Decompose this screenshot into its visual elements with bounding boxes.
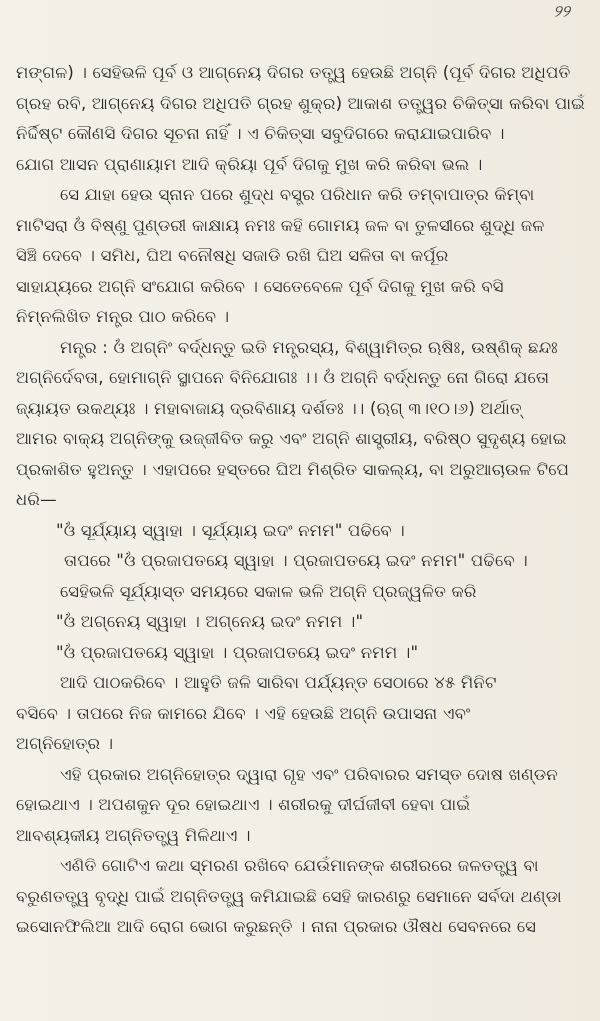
text-line: ଅଗ୍ନିର୍ଦେବତା, ହୋମାଗ୍ନି ସ୍ଥାପନେ ବିନିଯୋଗଃ ।। ଓଁ ଅଗ୍ନି ବର୍ଦ୍ଧନ୍ତୁ ନୋ ଗିରୋ ଯତୋ — [16, 368, 550, 387]
text-line: ଆଦି ପାଠକରିବେ । ଆହୁତି ଜଳି ସାରିବା ପର୍ଯ୍ୟନ୍ତ ସେଠାରେ ୪୫ ମିନିଟ — [60, 673, 497, 692]
text-line: ବରୁଣତତ୍ତ୍ୱ ବୃଦ୍ଧି ପାଇଁ ଅଗ୍ନିତତ୍ତ୍ୱ କମିଯାଇଛି ସେହି କାରଣରୁ ସେମାନେ ସର୍ବଦା ଥଣ୍ଡା — [16, 886, 562, 906]
text-line: ଧରି— — [16, 490, 57, 509]
text-line: ଅଗ୍ନିହୋତ୍ର । — [16, 734, 114, 753]
text-line: ସେହିଭଳି ସୂର୍ଯ୍ୟାସ୍ତ ସମୟରେ ସକାଳ ଭଳି ଅଗ୍ନି ପ୍ରଜ୍ୱଳିତ କରି — [60, 581, 477, 601]
text-line: ମଙ୍ଗଳ) । ସେହିଭଳି ପୂର୍ବ ଓ ଆଗ୍ନେୟ ଦିଗର ତତ୍ତ୍ୱ ହେଉଛି ଅଗ୍ନି (ପୂର୍ବ ଦିଗର ଅଧିପତି — [16, 63, 571, 82]
text-line: ବସିବେ । ତାପରେ ନିଜ କାମରେ ଯିବେ । ଏହି ହେଉଛି ଅଗ୍ନି ଉପାସନା ଏବଂ — [16, 703, 471, 723]
text-line: ଆବଶ୍ୟକୀୟ ଅଗ୍ନିତତ୍ତ୍ୱ ମିଳିଥାଏ । — [16, 825, 251, 845]
text-line: ପ୍ରକାଶିତ ହୁଅନ୍ତୁ । ଏହାପରେ ହସ୍ତରେ ଘିଅ ମିଶ୍ରିତ ସାକଲ୍ୟ, ବା ଅରୁଆଚାଉଳ ଟିପେ — [16, 459, 570, 479]
text-line: ତାପରେ "ଓଁ ପ୍ରଜାପତୟେ ସ୍ୱାହା । ପ୍ରଜାପତୟେ ଇଦଂ ନମମ" ପଢିବେ । — [64, 551, 528, 570]
text-line: ଏଣିତି ଗୋଟିଏ କଥା ସ୍ମରଣ ରଖିବେ ଯେଉଁମାନଙ୍କ ଶରୀରରେ ଜଳତତ୍ତ୍ୱ ବା — [60, 856, 539, 875]
text-line: ନିର୍ଦ୍ଦିଷ୍ଟ କୌଣସି ଦିଗର ସୂଚନା ନାହିଁ । ଏ ଚିକିତ୍ସା ସବୁଦିଗରେ କରାଯାଇପାରିବ । — [16, 124, 505, 143]
text-line: ମାଟିସରା ଓଁ ବିଷ୍ଣୁ ପୁଣ୍ଡରୀ କାକ୍ଷାୟ ନମଃ କହି ଗୋମୟ ଜଳ ବା ତୁଳସୀରେ ଶୁଦ୍ଧି ଜଳ — [16, 215, 545, 235]
text-line: ସେ ଯାହା ହେଉ ସ୍ନାନ ପରେ ଶୁଦ୍ଧ ବସ୍ତ୍ର ପରିଧାନ କରି ତମ୍ବାପାତ୍ର କିମ୍ବା — [60, 185, 535, 204]
text-line: ନିମ୍ନଲିଖିତ ମନ୍ତ୍ର ପାଠ କରିବେ । — [16, 307, 230, 326]
text-line: ଗ୍ରହ ରବି, ଆଗ୍ନେୟ ଦିଗର ଅଧିପତି ଗ୍ରହ ଶୁକ୍ର) ଆକାଶ ତତ୍ତ୍ୱର ଚିକିତ୍ସା କରିବା ପାଇଁ — [16, 93, 586, 113]
text-line: ଯୋଗ ଆସନ ପ୍ରାଣାୟାମ ଆଦି କ୍ରିୟା ପୂର୍ବ ଦିଗକୁ ମୁଖ କରି କରିବା ଭଲ । — [16, 154, 483, 174]
page-number: ୨୨ — [553, 2, 570, 22]
body-text — [16, 58, 588, 943]
text-line: ଜ୍ୟାୟତ ଉକଥ୍ୟଃ । ମହାବାଜାୟ ଦ୍ରବିଣାୟ ଦର୍ଶତଃ ।। (ଋଗ୍ ୩।୧୦।୬) ଅର୍ଥାତ୍ — [16, 398, 522, 418]
text-line: "ଓଁ ଅଗ୍ନେୟ ସ୍ୱାହା । ଅଗ୍ନେୟ ଇଦଂ ନମମ ।" — [56, 612, 364, 631]
text-line: "ଓଁ ସୂର୍ଯ୍ୟାୟ ସ୍ୱାହା । ସୂର୍ଯ୍ୟାୟ ଇଦଂ ନମମ" ପଢିବେ । — [56, 520, 405, 540]
text-line: ଏହି ପ୍ରକାର ଅଗ୍ନିହୋତ୍ର ଦ୍ୱାରା ଗୃହ ଏବଂ ପରିବାରର ସମସ୍ତ ଦୋଷ ଖଣ୍ଡନ — [60, 764, 558, 784]
text-line: ଇସୋନଫିଲିଆ ଆଦି ରୋଗ ଭୋଗ କରୁଛନ୍ତି । ନାନା ପ୍ରକାର ଔଷଧ ସେବନରେ ସେ — [16, 917, 537, 936]
text-line: "ଓଁ ପ୍ରଜାପତୟେ ସ୍ୱାହା । ପ୍ରଜାପତୟେ ଇଦଂ ନମମ ।" — [56, 642, 419, 662]
text-line: ସାହାଯ୍ୟରେ ଅଗ୍ନି ସଂଯୋଗ କରିବେ । ସେତେବେଳେ ପୂର୍ବ ଦିଗକୁ ମୁଖ କରି ବସି — [16, 276, 504, 296]
text-line: ଆମର ବାକ୍ୟ ଅଗ୍ନିଙ୍କୁ ଉଜ୍ଜୀବିତ କରୁ ଏବଂ ଅଗ୍ନି ଶାସ୍ତ୍ରୀୟ, ବରିଷ୍ଠ ସୁଦୃଶ୍ୟ ହୋଇ — [16, 429, 567, 448]
text-line: ମନ୍ତ୍ର : ଓଁ ଅଗ୍ନିଂ ବର୍ଦ୍ଧନ୍ତୁ ଇତି ମନ୍ତ୍ରସ୍ୟ, ବିଶ୍ୱାମିତ୍ର ଋଷିଃ, ଉଷ୍ଣିକ୍ ଛନ୍ଦଃ — [60, 337, 558, 357]
text-line: ସିଞ୍ଚି ଦେବେ । ସମିଧ, ଘିଅ ବନୌଷଧି ସଜାଡି ରଖି ଘିଅ ସଳିତା ବା କର୍ପୂର — [16, 246, 449, 265]
text-line: ହୋଇଥାଏ । ଅପଶକୁନ ଦୂର ହୋଇଥାଏ । ଶରୀରକୁ ଦୀର୍ଘଜୀବୀ ହେବା ପାଇଁ — [16, 795, 471, 814]
